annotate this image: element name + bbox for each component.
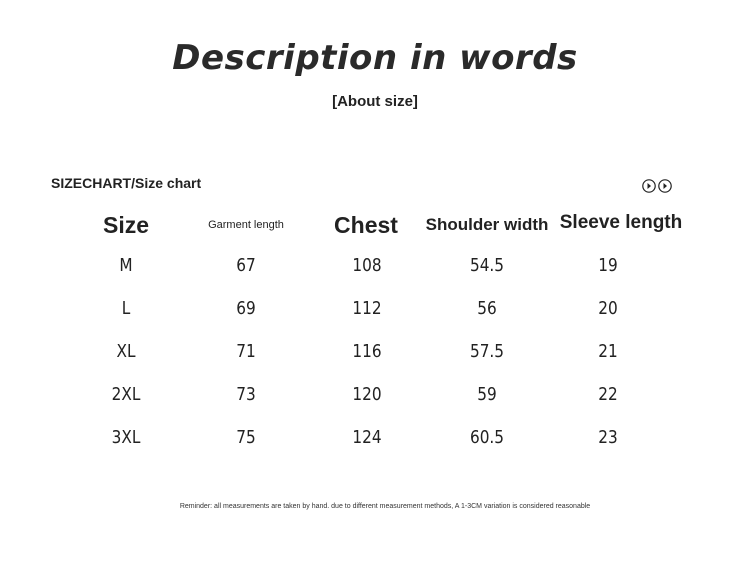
cell-garment-length: 75 [236, 427, 256, 448]
cell-sleeve-length: 22 [598, 384, 618, 405]
cell-shoulder-width: 56 [477, 298, 497, 319]
cell-shoulder-width: 59 [477, 384, 497, 405]
chevron-right-circle-icon[interactable] [642, 179, 656, 193]
cell-size: L [121, 298, 131, 319]
cell-chest: 108 [352, 255, 382, 276]
size-chart-label: SIZECHART/Size chart [51, 175, 202, 191]
table-row [0, 295, 750, 323]
header-shoulder-width: Shoulder width [425, 215, 549, 234]
measurement-reminder: Reminder: all measurements are taken by hand. due to different measurement methods, A 1-3CM variation is considered reasonable [179, 503, 591, 510]
cell-shoulder-width: 60.5 [469, 427, 505, 448]
table-row [0, 338, 750, 366]
cell-garment-length: 73 [236, 384, 256, 405]
table-row [0, 252, 750, 280]
cell-chest: 116 [352, 341, 382, 362]
cell-garment-length: 71 [236, 341, 256, 362]
header-size: Size [102, 211, 150, 238]
cell-chest: 120 [352, 384, 382, 405]
page-subtitle: [About size] [332, 93, 418, 110]
chevron-right-circle-icon[interactable] [658, 179, 672, 193]
cell-garment-length: 69 [236, 298, 256, 319]
cell-size: XL [116, 341, 136, 362]
header-sleeve-length: Sleeve length [559, 212, 683, 233]
cell-shoulder-width: 54.5 [469, 255, 505, 276]
cell-sleeve-length: 19 [598, 255, 618, 276]
header-garment-length: Garment length [208, 219, 284, 231]
cell-sleeve-length: 20 [598, 298, 618, 319]
header-chest: Chest [334, 211, 398, 238]
cell-chest: 124 [352, 427, 382, 448]
cell-shoulder-width: 57.5 [469, 341, 505, 362]
cell-chest: 112 [352, 298, 382, 319]
table-row [0, 424, 750, 452]
cell-size: 2XL [111, 384, 141, 405]
cell-sleeve-length: 21 [598, 341, 618, 362]
cell-sleeve-length: 23 [598, 427, 618, 448]
cell-size: M [119, 255, 133, 276]
cell-size: 3XL [111, 427, 141, 448]
cell-garment-length: 67 [236, 255, 256, 276]
page-title: Description in words [172, 38, 578, 78]
table-row [0, 381, 750, 409]
nav-controls [642, 179, 672, 193]
